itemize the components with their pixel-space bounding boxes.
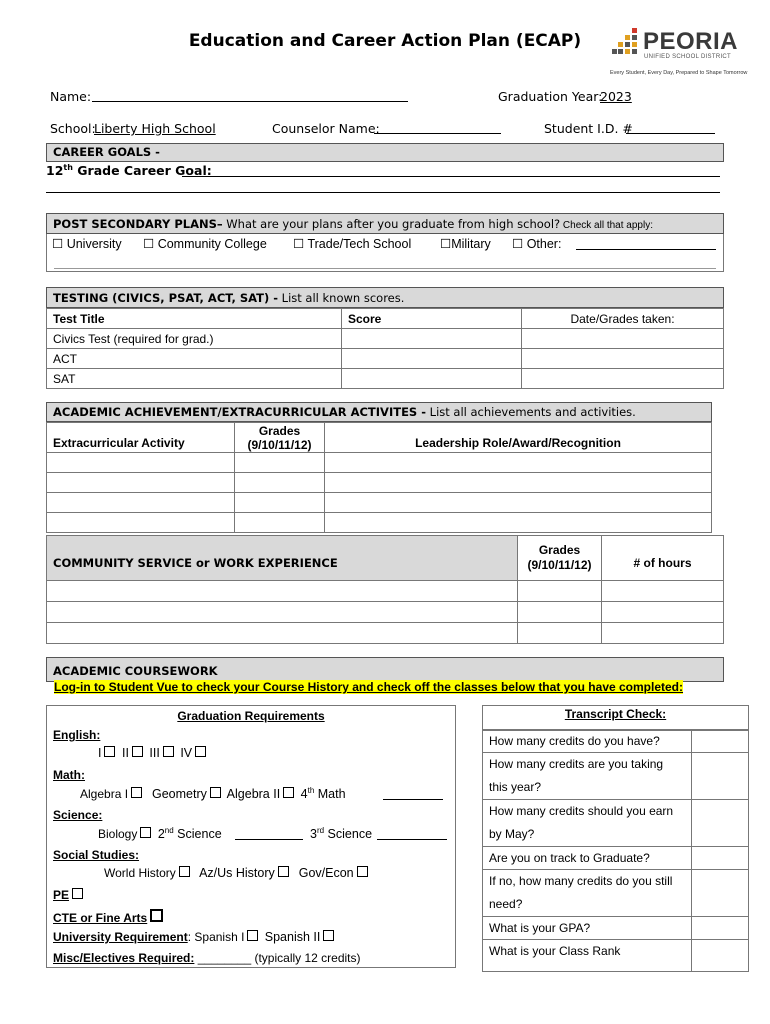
role-cell[interactable] (325, 473, 712, 493)
2nd-science-field[interactable] (235, 839, 303, 840)
table-row (483, 847, 749, 870)
option-military[interactable]: ☐Military (440, 237, 491, 251)
counselor-field[interactable] (374, 133, 501, 134)
col-community-grades: Grades (9/10/11/12) (518, 536, 602, 581)
peoria-logo-mark (612, 28, 642, 64)
student-id-label: Student I.D. # (544, 121, 633, 136)
grades-cell[interactable] (518, 602, 602, 623)
table-row (47, 493, 712, 513)
spanish1-checkbox[interactable] (247, 930, 258, 941)
grades-cell[interactable] (235, 453, 325, 473)
english-label: English: (53, 728, 101, 742)
coursework-instruction: Log-in to Student Vue to check your Course History and check off the classes below that you have completed: (54, 680, 684, 694)
science-checkboxes[interactable]: Biology 2nd Science (98, 826, 222, 842)
option-university[interactable]: ☐ University (52, 237, 122, 251)
algebra2-checkbox[interactable] (283, 787, 294, 798)
grades-cell[interactable] (235, 473, 325, 493)
test-name: Civics Test (required for grad.) (47, 329, 342, 349)
logo-subtitle: UNIFIED SCHOOL DISTRICT (644, 54, 732, 60)
activity-cell[interactable] (47, 493, 235, 513)
table-row (47, 473, 712, 493)
score-cell[interactable] (342, 349, 522, 369)
career-goal-label: 12th Grade Career Goal: (46, 163, 212, 179)
table-row (47, 423, 712, 453)
role-cell[interactable] (325, 453, 712, 473)
activity-cell[interactable] (47, 513, 235, 533)
service-cell[interactable] (47, 623, 518, 644)
geometry-checkbox[interactable] (210, 787, 221, 798)
answer-cell[interactable] (692, 870, 749, 917)
col-test-title: Test Title (47, 309, 342, 329)
grades-cell[interactable] (235, 513, 325, 533)
science-label: Science: (53, 808, 103, 822)
col-score: Score (342, 309, 522, 329)
community-header: COMMUNITY SERVICE or WORK EXPERIENCE (47, 536, 518, 581)
col-role: Leadership Role/Award/Recognition (325, 423, 712, 453)
answer-cell[interactable] (692, 800, 749, 847)
test-name: ACT (47, 349, 342, 369)
school-label: School: (50, 121, 96, 136)
transcript-title: Transcript Check: (564, 707, 667, 721)
testing-header: TESTING (CIVICS, PSAT, ACT, SAT) - List all known scores. (46, 287, 724, 308)
option-other[interactable]: ☐ Other: (512, 237, 562, 251)
hours-cell[interactable] (602, 581, 724, 602)
english-checkboxes[interactable]: I II III IV (98, 746, 209, 760)
grad-year-label: Graduation Year: (498, 89, 603, 104)
table-row (47, 329, 724, 349)
hours-cell[interactable] (602, 623, 724, 644)
table-row (47, 602, 724, 623)
date-cell[interactable] (522, 369, 724, 389)
cte-row[interactable]: CTE or Fine Arts (53, 909, 166, 925)
table-row (483, 940, 749, 972)
table-row (47, 309, 724, 329)
az-us-history-checkbox[interactable] (278, 866, 289, 877)
community-table (46, 535, 724, 644)
name-label: Name: (50, 89, 92, 104)
post-secondary-line[interactable] (54, 268, 716, 269)
university-row[interactable]: University Requirement: Spanish I Spanish II (53, 930, 337, 944)
activities-header: ACADEMIC ACHIEVEMENT/EXTRACURRICULAR ACTIVITES - List all achievements and activities. (46, 402, 712, 422)
transcript-question: If no, how many credits do you still need? (483, 870, 692, 917)
transcript-question: How many credits do you have? (483, 730, 692, 753)
english-1-checkbox[interactable] (104, 746, 115, 757)
student-id-field[interactable] (626, 133, 715, 134)
table-row (47, 581, 724, 602)
activity-cell[interactable] (47, 453, 235, 473)
3rd-science-label: 3rd Science (310, 826, 373, 842)
counselor-label: Counselor Name: (272, 121, 380, 136)
activity-cell[interactable] (47, 473, 235, 493)
grades-cell[interactable] (235, 493, 325, 513)
world-history-checkbox[interactable] (179, 866, 190, 877)
service-cell[interactable] (47, 581, 518, 602)
4th-math-field[interactable] (383, 799, 443, 800)
grades-cell[interactable] (518, 581, 602, 602)
biology-checkbox[interactable] (140, 827, 151, 838)
math-label: Math: (53, 768, 85, 782)
answer-cell[interactable] (692, 917, 749, 940)
role-cell[interactable] (325, 493, 712, 513)
post-secondary-header: POST SECONDARY PLANS– What are your plans after you graduate from high school? Check all that apply: (46, 213, 724, 234)
transcript-question: Are you on track to Graduate? (483, 847, 692, 870)
pe-checkbox[interactable] (72, 888, 83, 899)
logo-tagline: Every Student, Every Day, Prepared to Shape Tomorrow (610, 70, 748, 76)
date-cell[interactable] (522, 329, 724, 349)
cte-checkbox[interactable] (150, 909, 163, 922)
pe-row[interactable]: PE (53, 888, 86, 902)
table-row (47, 536, 724, 581)
table-row (47, 623, 724, 644)
service-cell[interactable] (47, 602, 518, 623)
score-cell[interactable] (342, 329, 522, 349)
grades-cell[interactable] (518, 623, 602, 644)
role-cell[interactable] (325, 513, 712, 533)
answer-cell[interactable] (692, 730, 749, 753)
answer-cell[interactable] (692, 753, 749, 800)
english-4-checkbox[interactable] (195, 746, 206, 757)
coursework-header: ACADEMIC COURSEWORK (46, 657, 724, 682)
page-title: Education and Career Action Plan (ECAP) (188, 31, 582, 51)
career-goals-header: CAREER GOALS - (46, 143, 724, 162)
answer-cell[interactable] (692, 847, 749, 870)
school-value[interactable]: Liberty High School (94, 121, 216, 136)
table-row (47, 513, 712, 533)
transcript-question: How many credits are you taking this year? (483, 753, 692, 800)
table-row (483, 917, 749, 940)
hours-cell[interactable] (602, 602, 724, 623)
social-studies-label: Social Studies: (53, 848, 140, 862)
answer-cell[interactable] (692, 940, 749, 972)
testing-table (46, 308, 724, 389)
3rd-science-field[interactable] (377, 839, 447, 840)
english-2-checkbox[interactable] (132, 746, 143, 757)
career-goal-field-2[interactable] (46, 192, 720, 193)
english-3-checkbox[interactable] (163, 746, 174, 757)
transcript-question: How many credits should you earn by May? (483, 800, 692, 847)
misc-row: Misc/Electives Required: ________ (typically 12 credits) (53, 951, 361, 965)
misc-field[interactable]: ________ (197, 951, 252, 965)
option-trade-tech[interactable]: ☐ Trade/Tech School (293, 237, 412, 251)
option-community-college[interactable]: ☐ Community College (143, 237, 267, 251)
grad-req-title: Graduation Requirements (177, 709, 325, 723)
table-row (483, 753, 749, 800)
table-row (47, 369, 724, 389)
score-cell[interactable] (342, 369, 522, 389)
col-grades: Grades (9/10/11/12) (235, 423, 325, 453)
test-name: SAT (47, 369, 342, 389)
algebra1-checkbox[interactable] (131, 787, 142, 798)
name-field[interactable] (92, 101, 408, 102)
transcript-question: What is your Class Rank (483, 940, 692, 972)
table-row (483, 870, 749, 917)
gov-econ-checkbox[interactable] (357, 866, 368, 877)
other-field[interactable] (576, 249, 716, 250)
date-cell[interactable] (522, 349, 724, 369)
col-activity: Extracurricular Activity (47, 423, 235, 453)
table-row (483, 800, 749, 847)
table-row (47, 349, 724, 369)
social-checkboxes[interactable]: World History Az/Us History Gov/Econ (104, 866, 371, 880)
transcript-table (482, 729, 749, 972)
career-goal-field[interactable] (182, 176, 720, 177)
table-row (483, 730, 749, 753)
math-checkboxes[interactable]: Algebra I Geometry Algebra II 4th Math (80, 786, 346, 802)
activities-table (46, 422, 712, 533)
transcript-question: What is your GPA? (483, 917, 692, 940)
grad-year-value[interactable]: 2023 (600, 89, 632, 104)
col-hours: # of hours (602, 536, 724, 581)
col-date: Date/Grades taken: (522, 309, 724, 329)
spanish2-checkbox[interactable] (323, 930, 334, 941)
table-row (47, 453, 712, 473)
logo-name: PEORIA (643, 28, 739, 55)
